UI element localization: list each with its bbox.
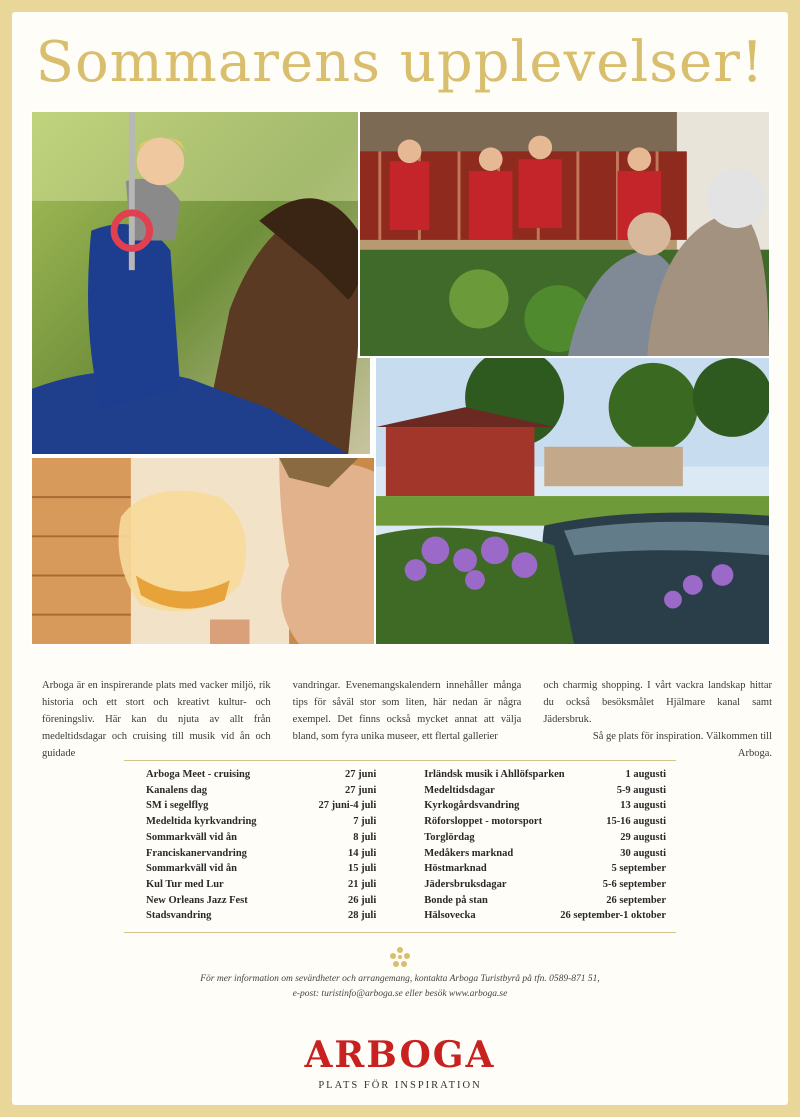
event-date: 26 september-1 oktober: [560, 910, 666, 922]
event-name: New Orleans Jazz Fest: [146, 894, 248, 906]
events-column-left: [146, 767, 376, 924]
event-name: SM i segelflyg: [146, 800, 209, 812]
intro-text: [42, 677, 772, 762]
event-name: Medeltidsdagar: [424, 784, 495, 796]
event-date: 5-6 september: [602, 878, 666, 890]
event-row: [146, 814, 376, 830]
event-date: 27 juni-4 juli: [318, 800, 377, 812]
event-name: Medeltida kyrkvandring: [146, 816, 257, 828]
garden-pond-photo: [374, 356, 771, 646]
event-date: 15-16 augusti: [606, 816, 666, 828]
divider-bottom: [124, 932, 676, 933]
event-row: [146, 893, 376, 909]
intro-col-3-text: och charmig shopping. I vårt vackra landskap hittar du också besöksmålet Hjälmare kanal samt Jädersbruk.: [543, 680, 773, 725]
arboga-logo: ARBOGA: [304, 1034, 496, 1076]
poster-title: Sommarens upplevelser!: [35, 30, 765, 95]
event-name: Bonde på stan: [424, 894, 488, 906]
event-date: 26 september: [606, 894, 666, 906]
event-date: 1 augusti: [625, 769, 666, 780]
event-row: [424, 767, 666, 783]
event-name: Stadsvandring: [146, 910, 212, 922]
event-row: [424, 861, 666, 877]
event-date: 27 juni: [345, 784, 377, 796]
event-row: [424, 814, 666, 830]
event-date: 15 juli: [347, 863, 377, 875]
event-date: 30 augusti: [620, 847, 666, 859]
jazz-band-photo: [358, 110, 771, 358]
event-row: [424, 877, 666, 893]
event-name: Kul Tur med Lur: [146, 878, 224, 890]
event-date: 8 juli: [353, 831, 377, 843]
events-column-right: [424, 767, 666, 924]
event-row: [146, 861, 376, 877]
event-date: 5 september: [611, 863, 666, 875]
intro-col-3: [543, 677, 772, 762]
event-name: Torglördag: [424, 831, 475, 843]
event-row: [146, 908, 376, 924]
contact-info: [12, 972, 788, 1002]
event-row: [146, 846, 376, 862]
event-date: 5-9 augusti: [616, 784, 666, 796]
event-row: [424, 908, 666, 924]
event-row: [424, 783, 666, 799]
event-name: Kyrkogårdsvandring: [424, 800, 520, 812]
flower-ornament-icon: [389, 946, 411, 968]
intro-col-2: vandringar. Evenemangskalendern innehåller många tips för såväl stor som liten, här nedan är några exempel. Det finns också mycket annat att välja bland, som fyra unika museer, ett flertal gallerier: [292, 680, 522, 742]
event-name: Jädersbruksdagar: [424, 878, 507, 890]
event-calendar: [146, 767, 666, 924]
event-date: 27 juni: [345, 769, 377, 780]
event-name: Sommarkväll vid ån: [146, 863, 238, 875]
poster-page: [12, 12, 788, 1105]
event-date: 28 juli: [347, 910, 377, 922]
event-name: Höstmarknad: [424, 863, 487, 875]
intro-col-3-closing: Så ge plats för inspiration. Välkommen till Arboga.: [592, 731, 773, 759]
divider-top: [124, 760, 676, 761]
event-name: Röforsloppet - motorsport: [424, 816, 543, 828]
event-row: [424, 798, 666, 814]
event-row: [146, 767, 376, 783]
contact-line-1: För mer information om sevärdheter och arrangemang, kontakta Arboga Turistbyrå på tfn. 0589-871 51,: [200, 974, 600, 984]
event-row: [146, 830, 376, 846]
event-name: Arboga Meet - cruising: [146, 769, 251, 780]
event-row: [146, 798, 376, 814]
event-name: Franciskanervandring: [146, 847, 247, 859]
wine-glass-photo: [30, 456, 386, 646]
event-date: 29 augusti: [620, 831, 666, 843]
logo-tagline: PLATS FÖR INSPIRATION: [318, 1080, 482, 1091]
event-name: Medåkers marknad: [424, 847, 514, 859]
event-row: [424, 830, 666, 846]
event-row: [146, 783, 376, 799]
knight-on-horse-photo: [30, 110, 372, 456]
event-date: 14 juli: [347, 847, 377, 859]
event-row: [424, 893, 666, 909]
event-name: Hälsovecka: [424, 910, 476, 922]
event-row: [424, 846, 666, 862]
contact-line-2: e-post: turistinfo@arboga.se eller besök www.arboga.se: [292, 989, 508, 999]
intro-col-1: Arboga är en inspirerande plats med vacker miljö, rik historia och ett stort och kreativt kultur- och föreningsliv. Här kan du njuta av allt från medeltidsdagar och cruising till musik vid ån och guidade: [42, 680, 271, 759]
event-date: 7 juli: [353, 816, 377, 828]
event-name: Sommarkväll vid ån: [146, 831, 238, 843]
event-date: 21 juli: [347, 878, 377, 890]
event-row: [146, 877, 376, 893]
event-name: Irländsk musik i Ahllöfsparken: [424, 769, 565, 780]
event-date: 13 augusti: [620, 800, 666, 812]
event-name: Kanalens dag: [146, 784, 207, 796]
event-date: 26 juli: [347, 894, 377, 906]
